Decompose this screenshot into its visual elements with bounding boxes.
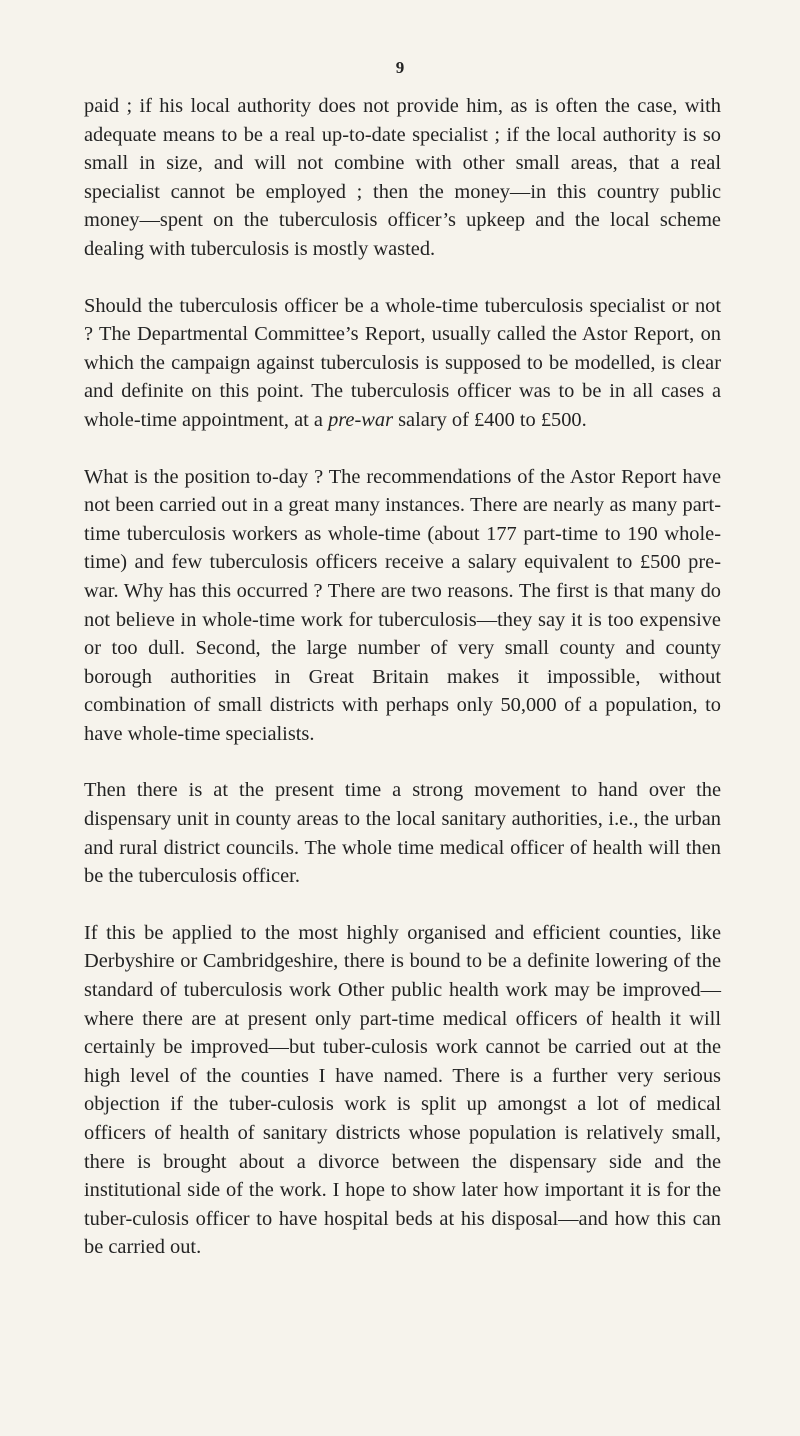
paragraph-1: paid ; if his local authority does not provide him, as is often the case, with adequate means to be a real up-to-date specialist ; if the local authority is so small in size, and will not combine with other small areas, that a real specialist cannot be employed ; then the money—in this country public money—spent on the tuberculosis officer’s upkeep and the local scheme dealing with tuberculosis is mostly wasted.	[84, 95, 721, 260]
paragraph-2-text-before: Should the tuberculosis officer be a whole-time tuberculosis specialist or not ? The Departmental Committee’s Report, usually called the Astor Report, on which the campaign against tuberculosis is supposed to be modelled, is clear and definite on this point. The tuberculosis officer was to be in all cases a whole-time appointment, at a	[84, 294, 721, 431]
paragraph-4: Then there is at the present time a strong movement to hand over the dispensary unit in county areas to the local sanitary authorities, i.e., the urban and rural district councils. The whole time medical officer of health will then be the tuberculosis officer.	[84, 779, 721, 888]
paragraph-2-text-after: salary of £400 to £500.	[393, 408, 587, 431]
paragraph-2	[84, 292, 721, 435]
body-text	[84, 92, 721, 1262]
paragraph-3: What is the position to-day ? The recommendations of the Astor Report have not been carried out in a great many instances. There are nearly as many part-time tuberculosis workers as whole-time (about 177 part-time to 190 whole-time) and few tuberculosis officers receive a salary equivalent to £500 pre-war. Why has this occurred ? There are two reasons. The first is that many do not believe in whole-time work for tuberculosis—they say it is too expensive or too dull. Second, the large number of very small county and county borough authorities in Great Britain makes it impossible, without combination of small districts with perhaps only 50,000 of a population, to have whole-time specialists.	[84, 465, 721, 745]
paragraph-2-italic-pre-war: pre-war	[328, 408, 394, 431]
paragraph-5: If this be applied to the most highly organised and efficient counties, like Derbyshire or Cambridgeshire, there is bound to be a definite lowering of the standard of tuberculosis work Other public health work may be improved—where there are at present only part-time medical officers of health it will certainly be improved—but tuber-culosis work cannot be carried out at the high level of the counties I have named. There is a further very serious objection if the tuber-culosis work is split up amongst a lot of medical officers of health of sanitary districts whose population is relatively small, there is brought about a divorce between the dispensary side and the institutional side of the work. I hope to show later how important it is for the tuber-culosis officer to have hospital beds at his disposal—and how this can be carried out.	[84, 921, 721, 1259]
page-number: 9	[395, 58, 405, 77]
